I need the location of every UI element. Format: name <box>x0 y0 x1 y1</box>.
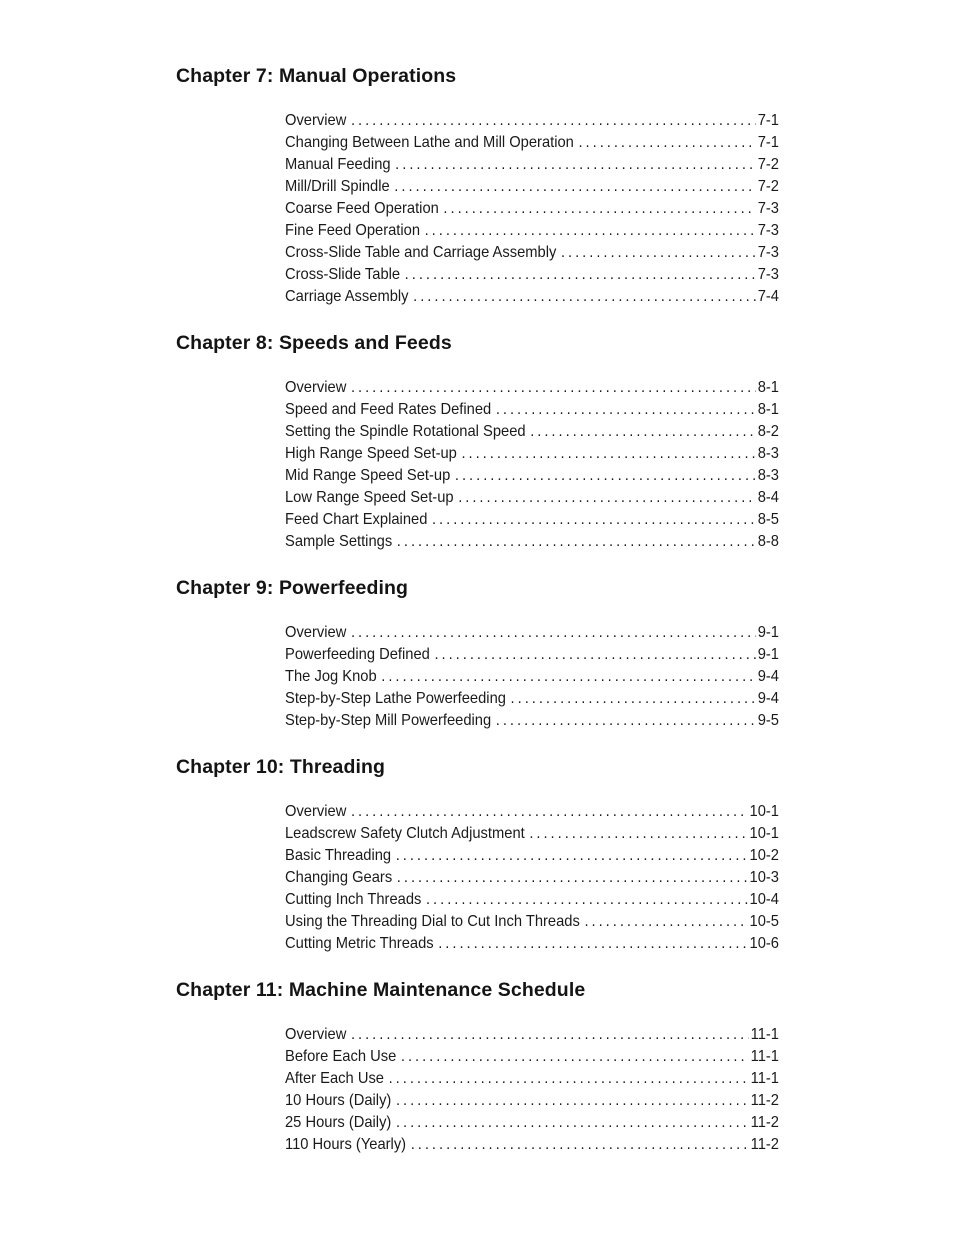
toc-entry-page-number: 8-8 <box>757 533 779 550</box>
toc-entry-page-number: 7-3 <box>757 222 779 239</box>
toc-entry-label: Feed Chart Explained <box>285 511 428 528</box>
dot-leader <box>461 443 755 465</box>
dot-leader <box>496 399 756 421</box>
dot-leader <box>351 622 756 644</box>
toc-entry[interactable] <box>285 710 779 732</box>
toc-entry-page-number: 9-1 <box>757 624 779 641</box>
dot-leader <box>395 154 756 176</box>
toc-entry[interactable] <box>285 1112 779 1134</box>
toc-entry-label: Setting the Spindle Rotational Speed <box>285 423 526 440</box>
toc-entry-label: Basic Threading <box>285 847 392 864</box>
toc-entry-page-number: 10-1 <box>749 803 779 820</box>
dot-leader <box>438 933 747 955</box>
toc-entry[interactable] <box>285 644 779 666</box>
dot-leader <box>397 531 756 553</box>
dot-leader <box>443 198 755 220</box>
dot-leader <box>425 220 756 242</box>
toc-entry[interactable] <box>285 889 779 911</box>
toc-entry-page-number: 10-6 <box>749 935 779 952</box>
dot-leader <box>434 644 755 666</box>
toc-entry[interactable] <box>285 531 779 553</box>
toc-entry-page-number: 10-2 <box>749 847 779 864</box>
toc-entry-label: Low Range Speed Set-up <box>285 489 454 506</box>
chapter-title: Chapter 7: Manual Operations <box>176 65 457 87</box>
dot-leader <box>578 132 755 154</box>
toc-entry-label: Carriage Assembly <box>285 288 409 305</box>
toc-entry-page-number: 9-5 <box>757 712 779 729</box>
dot-leader <box>394 176 756 198</box>
toc-entry[interactable] <box>285 845 779 867</box>
toc-entry-page-number: 7-3 <box>757 244 779 261</box>
toc-entry-page-number: 8-3 <box>757 445 779 462</box>
dot-leader <box>584 911 747 933</box>
toc-entry-label: Powerfeeding Defined <box>285 646 430 663</box>
toc-entry-page-number: 7-3 <box>757 200 779 217</box>
toc-entry[interactable] <box>285 622 779 644</box>
toc-entry-label: Overview <box>285 803 347 820</box>
toc-entry-label: Overview <box>285 624 347 641</box>
toc-entry-label: Manual Feeding <box>285 156 391 173</box>
toc-entry-label: Step-by-Step Lathe Powerfeeding <box>285 690 506 707</box>
toc-entry-page-number: 8-1 <box>757 401 779 418</box>
toc-entry-label: 10 Hours (Daily) <box>285 1092 392 1109</box>
toc-entry-label: Mid Range Speed Set-up <box>285 467 451 484</box>
dot-leader <box>396 1112 749 1134</box>
toc-entry-page-number: 9-4 <box>757 690 779 707</box>
toc-entry-page-number: 11-2 <box>750 1114 779 1131</box>
dot-leader <box>397 867 748 889</box>
toc-entry-label: Coarse Feed Operation <box>285 200 439 217</box>
toc-entry[interactable] <box>285 801 779 823</box>
toc-entry-page-number: 8-2 <box>757 423 779 440</box>
toc-entry-label: The Jog Knob <box>285 668 377 685</box>
toc-entry-label: 25 Hours (Daily) <box>285 1114 392 1131</box>
toc-entry[interactable] <box>285 286 779 308</box>
toc-entry-label: Cutting Inch Threads <box>285 891 422 908</box>
toc-entry-label: Overview <box>285 112 347 129</box>
toc-list <box>285 1024 779 1156</box>
dot-leader <box>396 1090 749 1112</box>
toc-list <box>285 622 779 732</box>
dot-leader <box>432 509 756 531</box>
dot-leader <box>351 1024 749 1046</box>
toc-entry-label: Cutting Metric Threads <box>285 935 434 952</box>
toc-entry[interactable] <box>285 1068 779 1090</box>
dot-leader <box>351 110 756 132</box>
toc-entry[interactable] <box>285 1134 779 1156</box>
toc-entry[interactable] <box>285 198 779 220</box>
toc-entry-page-number: 11-1 <box>750 1070 779 1087</box>
toc-entry[interactable] <box>285 933 779 955</box>
toc-entry[interactable] <box>285 154 779 176</box>
toc-entry-label: Step-by-Step Mill Powerfeeding <box>285 712 492 729</box>
toc-entry-label: Overview <box>285 1026 347 1043</box>
toc-entry-page-number: 9-1 <box>757 646 779 663</box>
toc-entry-label: Leadscrew Safety Clutch Adjustment <box>285 825 525 842</box>
toc-entry-page-number: 7-3 <box>757 266 779 283</box>
toc-entry[interactable] <box>285 1046 779 1068</box>
dot-leader <box>401 1046 749 1068</box>
toc-entry-page-number: 8-4 <box>757 489 779 506</box>
toc-entry-label: Sample Settings <box>285 533 393 550</box>
toc-entry-page-number: 11-2 <box>750 1092 779 1109</box>
toc-entry[interactable] <box>285 110 779 132</box>
dot-leader <box>405 264 756 286</box>
toc-list <box>285 110 779 308</box>
toc-entry-label: Mill/Drill Spindle <box>285 178 390 195</box>
toc-list <box>285 801 779 955</box>
toc-entry[interactable] <box>285 1024 779 1046</box>
toc-entry-page-number: 7-1 <box>757 112 779 129</box>
toc-entry[interactable] <box>285 220 779 242</box>
dot-leader <box>351 801 748 823</box>
toc-entry-label: Cross-Slide Table and Carriage Assembly <box>285 244 557 261</box>
toc-entry-page-number: 7-2 <box>757 178 779 195</box>
dot-leader <box>426 889 748 911</box>
toc-entry-page-number: 11-2 <box>750 1136 779 1153</box>
toc-entry[interactable] <box>285 465 779 487</box>
dot-leader <box>413 286 756 308</box>
dot-leader <box>411 1134 749 1156</box>
toc-entry-page-number: 7-1 <box>757 134 779 151</box>
toc-entry[interactable] <box>285 867 779 889</box>
toc-entry[interactable] <box>285 443 779 465</box>
toc-entry-label: Speed and Feed Rates Defined <box>285 401 492 418</box>
chapter-title: Chapter 9: Powerfeeding <box>176 577 409 599</box>
toc-entry-label: After Each Use <box>285 1070 385 1087</box>
toc-entry[interactable] <box>285 421 779 443</box>
toc-entry[interactable] <box>285 132 779 154</box>
toc-entry-label: Cross-Slide Table <box>285 266 401 283</box>
toc-entry[interactable] <box>285 823 779 845</box>
toc-entry-page-number: 9-4 <box>757 668 779 685</box>
toc-entry-page-number: 7-2 <box>757 156 779 173</box>
toc-entry-page-number: 7-4 <box>757 288 779 305</box>
chapter-title: Chapter 11: Machine Maintenance Schedule <box>176 979 586 1001</box>
dot-leader <box>351 377 756 399</box>
toc-entry-label: Overview <box>285 379 347 396</box>
toc-entry-page-number: 10-1 <box>749 825 779 842</box>
toc-entry-page-number: 11-1 <box>750 1048 779 1065</box>
toc-entry[interactable] <box>285 264 779 286</box>
toc-entry-label: Changing Gears <box>285 869 393 886</box>
toc-entry[interactable] <box>285 176 779 198</box>
toc-entry-page-number: 8-3 <box>757 467 779 484</box>
toc-entry-label: Changing Between Lathe and Mill Operation <box>285 134 574 151</box>
dot-leader <box>530 421 756 443</box>
toc-entry-label: 110 Hours (Yearly) <box>285 1136 407 1153</box>
dot-leader <box>529 823 747 845</box>
dot-leader <box>389 1068 749 1090</box>
dot-leader <box>396 845 748 867</box>
toc-entry-page-number: 10-3 <box>749 869 779 886</box>
toc-entry-label: Using the Threading Dial to Cut Inch Threads <box>285 913 580 930</box>
toc-entry-label: Before Each Use <box>285 1048 397 1065</box>
chapter-title: Chapter 8: Speeds and Feeds <box>176 332 452 354</box>
toc-list <box>285 377 779 553</box>
dot-leader <box>455 465 756 487</box>
toc-entry-page-number: 10-5 <box>749 913 779 930</box>
dot-leader <box>381 666 756 688</box>
toc-entry-label: High Range Speed Set-up <box>285 445 457 462</box>
dot-leader <box>496 710 756 732</box>
toc-entry[interactable] <box>285 666 779 688</box>
toc-entry-page-number: 10-4 <box>749 891 779 908</box>
toc-entry-label: Fine Feed Operation <box>285 222 421 239</box>
toc-entry-page-number: 8-5 <box>757 511 779 528</box>
toc-entry[interactable] <box>285 1090 779 1112</box>
toc-entry-page-number: 8-1 <box>757 379 779 396</box>
toc-entry[interactable] <box>285 688 779 710</box>
toc-entry[interactable] <box>285 377 779 399</box>
toc-entry-page-number: 11-1 <box>750 1026 779 1043</box>
toc-entry[interactable] <box>285 509 779 531</box>
toc-entry[interactable] <box>285 399 779 421</box>
toc-entry[interactable] <box>285 487 779 509</box>
toc-entry[interactable] <box>285 242 779 264</box>
chapter-title: Chapter 10: Threading <box>176 756 386 778</box>
dot-leader <box>511 688 756 710</box>
dot-leader <box>458 487 756 509</box>
dot-leader <box>561 242 756 264</box>
toc-entry[interactable] <box>285 911 779 933</box>
